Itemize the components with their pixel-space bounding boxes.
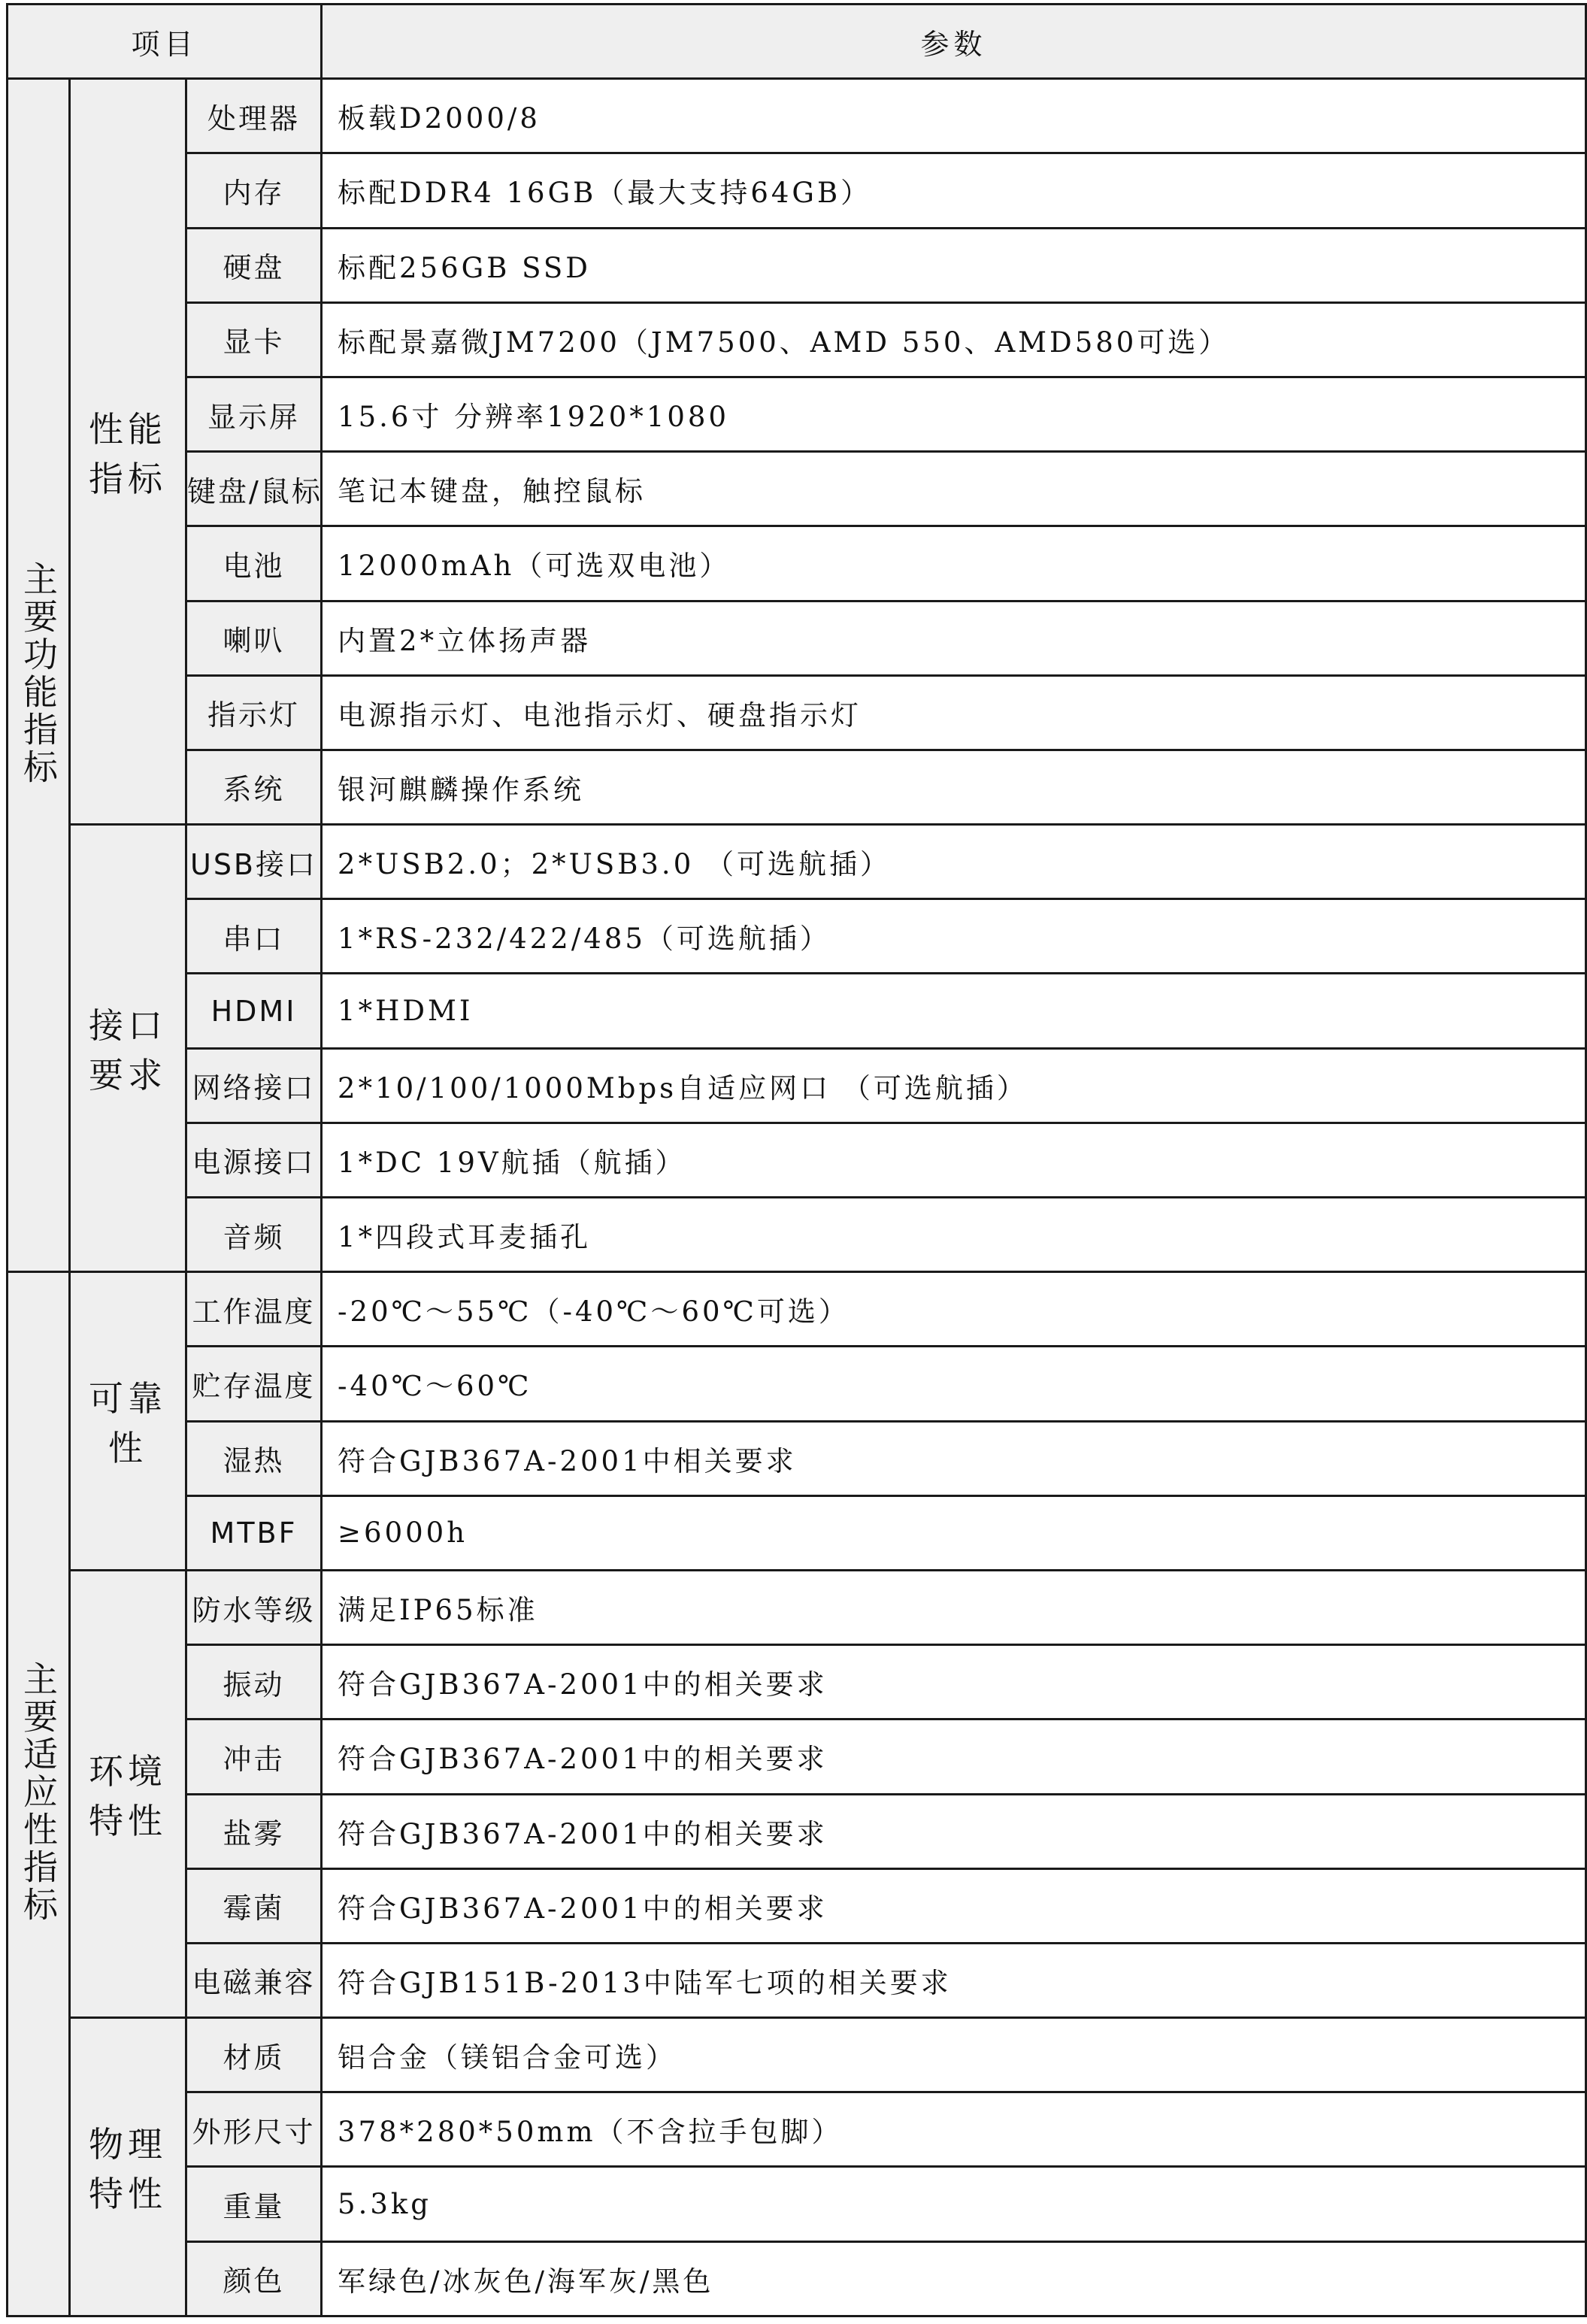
table-row [8, 1347, 1586, 1421]
param-value: -20℃～55℃（-40℃～60℃可选） [322, 1272, 1586, 1347]
spec-table-body [8, 5, 1586, 2316]
param-value: ≥6000h [322, 1495, 1586, 1570]
table-row [8, 1421, 1586, 1495]
table-row [8, 1570, 1586, 1644]
item-label: 喇叭 [186, 601, 322, 675]
item-label: 盐雾 [186, 1794, 322, 1868]
param-value: 笔记本键盘，触控鼠标 [322, 452, 1586, 526]
item-label: 指示灯 [186, 675, 322, 750]
category-label: 主要功能指标 [18, 560, 59, 786]
table-row [8, 79, 1586, 153]
table-row [8, 750, 1586, 824]
param-value: 1*RS-232/422/485（可选航插） [322, 899, 1586, 974]
table-row [8, 1720, 1586, 1794]
item-label: 防水等级 [186, 1570, 322, 1644]
param-value: 内置2*立体扬声器 [322, 601, 1586, 675]
table-header-row [8, 5, 1586, 79]
param-value: 符合GJB367A-2001中的相关要求 [322, 1720, 1586, 1794]
item-label: 颜色 [186, 2241, 322, 2316]
item-label: 重量 [186, 2167, 322, 2241]
param-value: 符合GJB367A-2001中相关要求 [322, 1421, 1586, 1495]
item-label: 外形尺寸 [186, 2092, 322, 2167]
item-label: 湿热 [186, 1421, 322, 1495]
param-value: 5.3kg [322, 2167, 1586, 2241]
param-value: 电源指示灯、电池指示灯、硬盘指示灯 [322, 675, 1586, 750]
item-label: 显卡 [186, 302, 322, 377]
table-row [8, 1123, 1586, 1197]
param-value: 符合GJB367A-2001中的相关要求 [322, 1868, 1586, 1943]
param-value: -40℃～60℃ [322, 1347, 1586, 1421]
item-label: 霉菌 [186, 1868, 322, 1943]
param-value: 板载D2000/8 [322, 79, 1586, 153]
category-label: 主要适应性指标 [18, 1660, 59, 1924]
item-label: 处理器 [186, 79, 322, 153]
subgroup-label: 环境特性 [70, 1570, 186, 2017]
table-row [8, 1645, 1586, 1720]
param-value: 2*10/100/1000Mbps自适应网口 （可选航插） [322, 1048, 1586, 1123]
param-value: 符合GJB367A-2001中的相关要求 [322, 1794, 1586, 1868]
param-value: 铝合金（镁铝合金可选） [322, 2018, 1586, 2092]
item-label: 显示屏 [186, 377, 322, 451]
item-label: 电源接口 [186, 1123, 322, 1197]
table-row [8, 1272, 1586, 1347]
table-row [8, 1794, 1586, 1868]
table-row [8, 2167, 1586, 2241]
table-row [8, 1943, 1586, 2017]
param-value: 标配256GB SSD [322, 228, 1586, 302]
subgroup-label: 性能指标 [70, 79, 186, 825]
table-row [8, 601, 1586, 675]
subgroup-label: 可靠性 [70, 1272, 186, 1571]
param-value: 满足IP65标准 [322, 1570, 1586, 1644]
item-label: 系统 [186, 750, 322, 824]
item-label: 材质 [186, 2018, 322, 2092]
item-label: 工作温度 [186, 1272, 322, 1347]
table-row [8, 675, 1586, 750]
param-value: 12000mAh（可选双电池） [322, 526, 1586, 601]
table-row [8, 228, 1586, 302]
category-cell [8, 1272, 70, 2316]
param-value: 符合GJB151B-2013中陆军七项的相关要求 [322, 1943, 1586, 2017]
param-value: 15.6寸 分辨率1920*1080 [322, 377, 1586, 451]
subgroup-label: 物理特性 [70, 2018, 186, 2316]
item-label: 电池 [186, 526, 322, 601]
table-row [8, 825, 1586, 899]
item-label: HDMI [186, 974, 322, 1048]
param-value: 军绿色/冰灰色/海军灰/黑色 [322, 2241, 1586, 2316]
item-label: 电磁兼容 [186, 1943, 322, 2017]
table-row [8, 899, 1586, 974]
item-label: 振动 [186, 1645, 322, 1720]
subgroup-label: 接口要求 [70, 825, 186, 1272]
table-row [8, 1048, 1586, 1123]
table-row [8, 526, 1586, 601]
item-label: 串口 [186, 899, 322, 974]
param-value: 1*四段式耳麦插孔 [322, 1198, 1586, 1272]
table-row [8, 1868, 1586, 1943]
table-row [8, 153, 1586, 228]
param-value: 1*DC 19V航插（航插） [322, 1123, 1586, 1197]
category-cell [8, 79, 70, 1272]
param-value: 银河麒麟操作系统 [322, 750, 1586, 824]
table-row [8, 302, 1586, 377]
item-label: 键盘/鼠标 [186, 452, 322, 526]
table-row [8, 452, 1586, 526]
header-param: 参数 [322, 5, 1586, 79]
param-value: 378*280*50mm（不含拉手包脚） [322, 2092, 1586, 2167]
table-row [8, 1495, 1586, 1570]
param-value: 符合GJB367A-2001中的相关要求 [322, 1645, 1586, 1720]
item-label: MTBF [186, 1495, 322, 1570]
table-row [8, 1198, 1586, 1272]
table-row [8, 974, 1586, 1048]
item-label: USB接口 [186, 825, 322, 899]
table-row [8, 2018, 1586, 2092]
item-label: 硬盘 [186, 228, 322, 302]
param-value: 标配DDR4 16GB（最大支持64GB） [322, 153, 1586, 228]
table-row [8, 2092, 1586, 2167]
header-item: 项目 [8, 5, 322, 79]
table-row [8, 377, 1586, 451]
item-label: 内存 [186, 153, 322, 228]
item-label: 冲击 [186, 1720, 322, 1794]
item-label: 贮存温度 [186, 1347, 322, 1421]
item-label: 音频 [186, 1198, 322, 1272]
param-value: 标配景嘉微JM7200（JM7500、AMD 550、AMD580可选） [322, 302, 1586, 377]
item-label: 网络接口 [186, 1048, 322, 1123]
param-value: 2*USB2.0；2*USB3.0 （可选航插） [322, 825, 1586, 899]
param-value: 1*HDMI [322, 974, 1586, 1048]
spec-table [6, 3, 1587, 2317]
table-row [8, 2241, 1586, 2316]
